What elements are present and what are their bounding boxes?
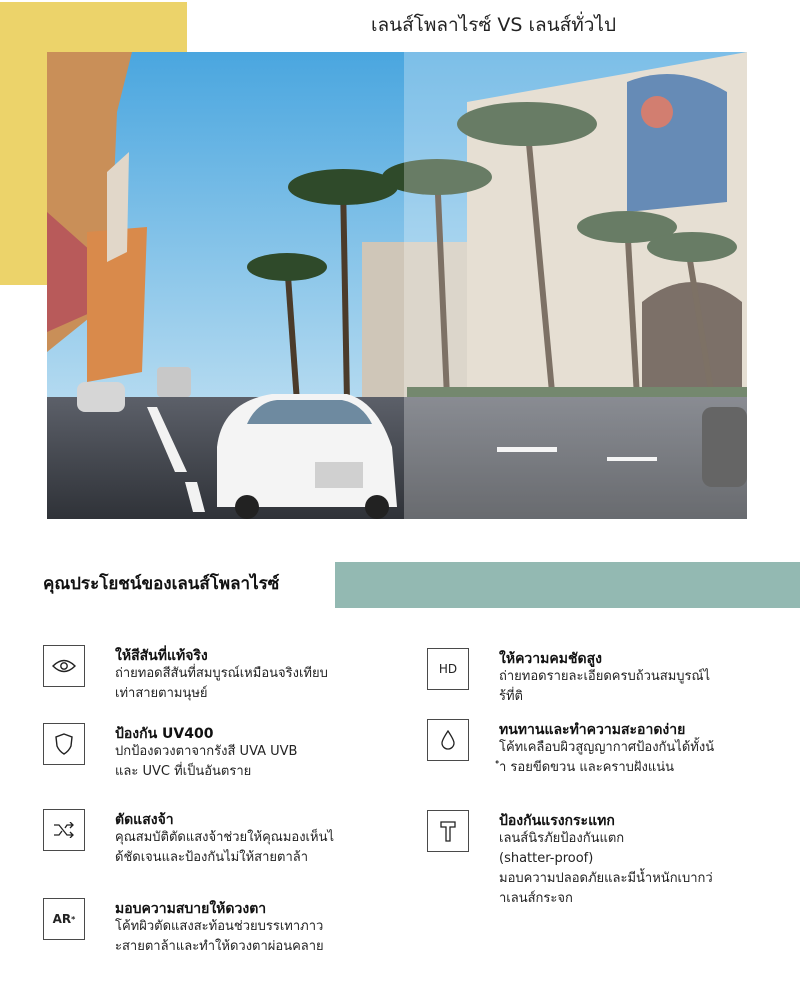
hd-icon [427,648,469,690]
feature-title: มอบความสบายให้ดวงตา [115,901,267,917]
water-drop-icon [427,719,469,761]
feature-durable-easy-clean [427,719,767,779]
eye-icon [43,645,85,687]
feature-title: ให้ความคมชัดสูง [499,651,602,667]
feature-impact-resistant [427,810,767,910]
feature-description: ถ่ายทอดรายละเอียดครบถ้วนสมบูรณ์ไ ร้ที่ติ [499,669,711,704]
regular-lens-overlay [404,52,747,519]
feature-title: ทนทานและทำความสะอาดง่าย [499,722,686,738]
feature-glare-cut [43,809,383,869]
section-title: คุณประโยชน์ของเลนส์โพลาไรซ์ [43,574,280,594]
feature-description: คุณสมบัติตัดแสงจ้าช่วยให้คุณมองเห็นไ ด้ชัดเจนและป้องกันไม่ให้สายตาล้า [115,830,334,865]
hd-icon-label: HD [438,662,458,676]
ar-icon: AR * [43,898,85,940]
feature-description: โค้ทผิวตัดแสงสะท้อนช่วยบรรเทาภาว ะสายตาล้าและทำให้ดวงตาผ่อนคลาย [115,919,324,954]
feature-title: ป้องกัน UV400 [115,726,214,742]
feature-eye-comfort [43,898,383,958]
feature-title: ให้สีสันที่แท้จริง [115,648,208,664]
ar-icon-label: AR [52,912,72,926]
feature-title: ป้องกันแรงกระแทก [499,813,615,829]
comparison-photo [47,52,747,519]
feature-description: เลนส์นิรภัยป้องกันแตก (shatter-proof) มอบความปลอดภัยและมีน้ำหนักเบากว่ าเลนส์กระจก [499,831,713,906]
feature-title: ตัดแสงจ้า [115,812,174,828]
hammer-icon [427,810,469,852]
page-title: เลนส์โพลาไรซ์ VS เลนส์ทั่วไป [370,14,617,36]
feature-description: โค้ทเคลือบผิวสูญญากาศป้องกันได้ทั้งน้ ำ รอยขีดขวน และคราบฝังแน่น [499,740,715,775]
feature-true-colors [43,645,383,705]
feature-description: ถ่ายทอดสีสันที่สมบูรณ์เหมือนจริงเทียบ เท่าสายตามนุษย์ [115,666,328,701]
feature-high-definition [427,648,767,708]
shield-icon [43,723,85,765]
decorative-teal-bar [335,562,800,608]
shuffle-icon [43,809,85,851]
feature-description: ปกป้องดวงตาจากรังสี UVA UVB และ UVC ที่เป็นอันตราย [115,744,298,779]
feature-uv400 [43,723,383,783]
